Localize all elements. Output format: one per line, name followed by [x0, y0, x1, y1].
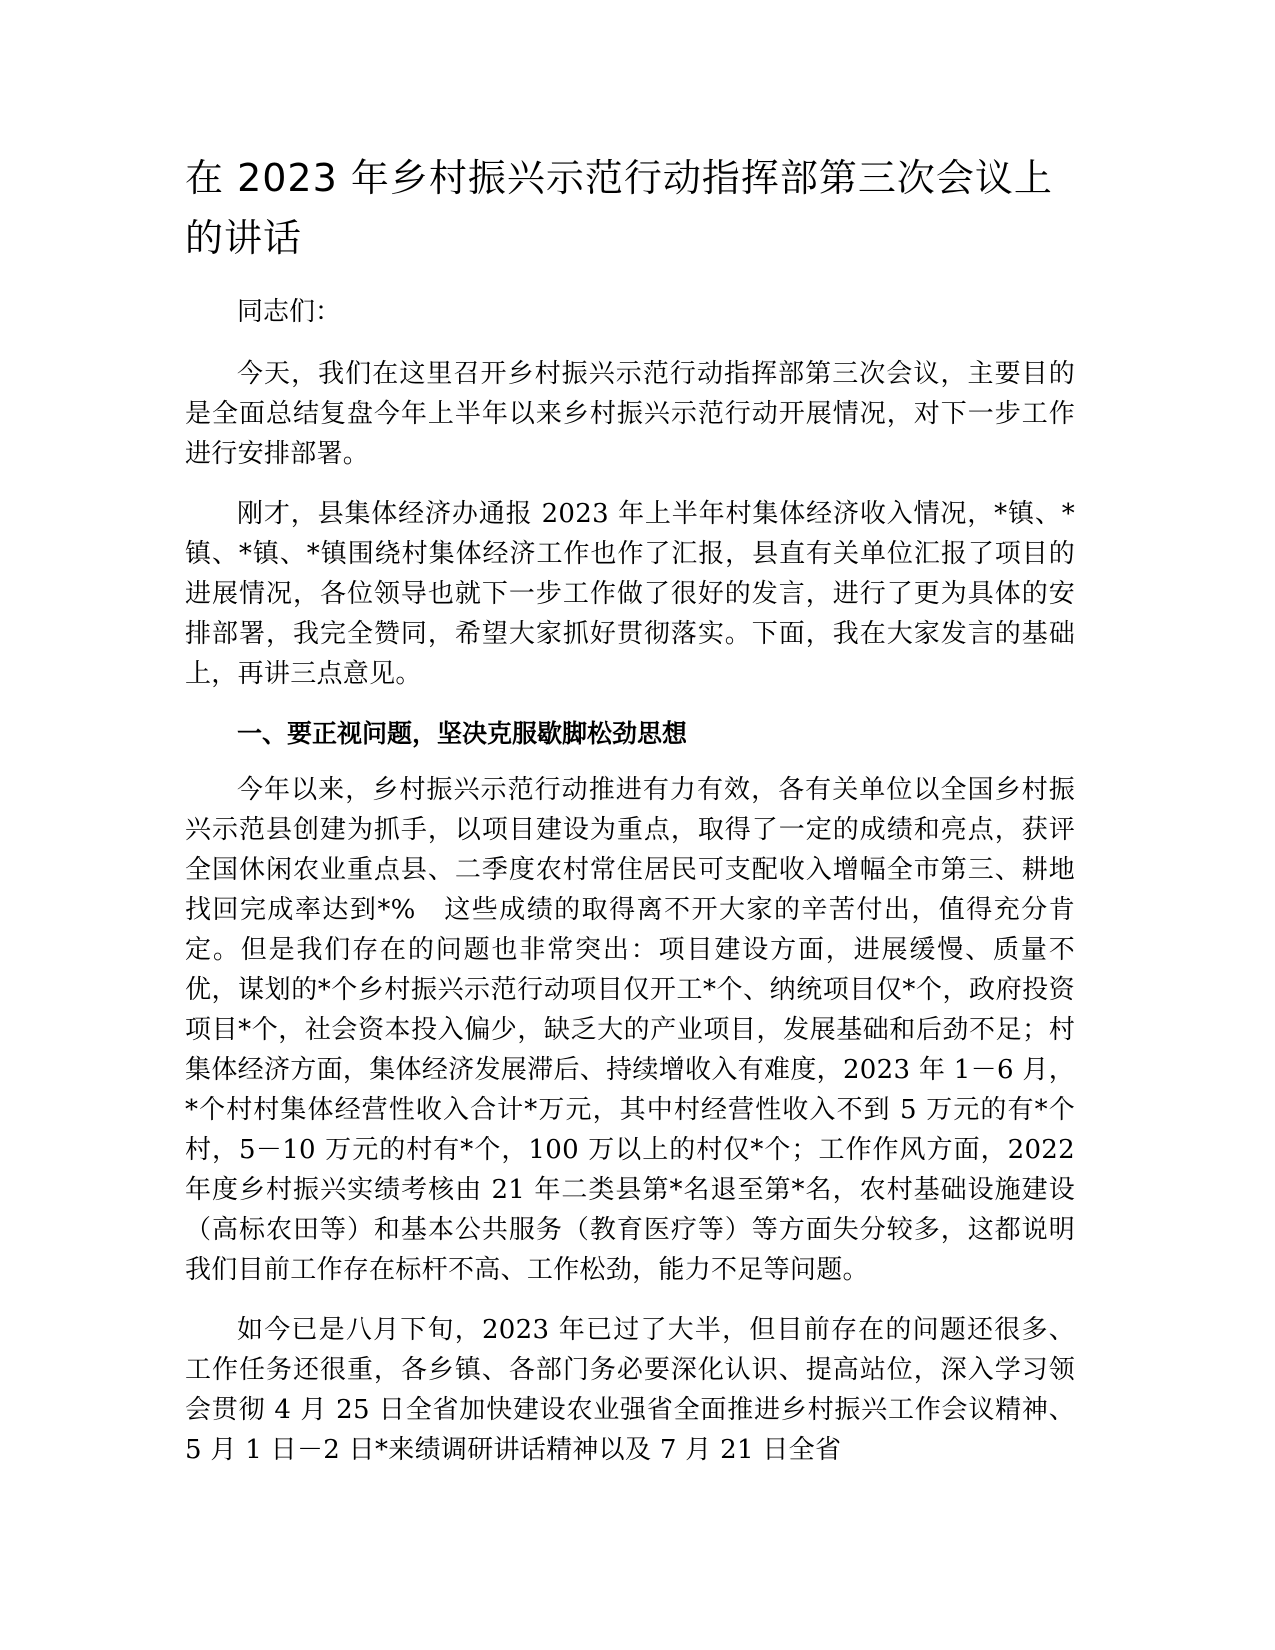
- problems-paragraph: 今年以来，乡村振兴示范行动推进有力有效，各有关单位以全国乡村振兴示范县创建为抓手，以项目建设为重点，取得了一定的成绩和亮点，获评全国休闲农业重点县、二季度农村常住居民可支配收入增幅全市第三、耕地找回完成率达到*% 这些成绩的取得离不开大家的辛苦付出，值得充分肯定。但是我们存在的问题也非常突出：项目建设方面，进展缓慢、质量不优，谋划的*个乡村振兴示范行动项目仅开工*个、纳统项目仅*个，政府投资项目*个，社会资本投入偏少，缺乏大的产业项目，发展基础和后劲不足；村集体经济方面，集体经济发展滞后、持续增收入有难度，2023 年 1－6 月，*个村村集体经营性收入合计*万元，其中村经营性收入不到 5 万元的有*个村，5－10 万元的村有*个，100 万以上的村仅*个；工作作风方面，2022 年度乡村振兴实绩考核由 21 年二类县第*名退至第*名，农村基础设施建设（高标农田等）和基本公共服务（教育医疗等）等方面失分较多，这都说明我们目前工作存在标杆不高、工作松劲，能力不足等问题。: [185, 775, 1075, 1285]
- document-page: [185, 148, 1075, 1490]
- section-heading: 一、要正视问题，坚决克服歇脚松劲思想: [237, 719, 688, 748]
- salutation: 同志们：: [237, 297, 342, 327]
- summary-paragraph: 刚才，县集体经济办通报 2023 年上半年村集体经济收入情况，*镇、*镇、*镇、*镇围绕村集体经济工作也作了汇报，县直有关单位汇报了项目的进展情况，各位领导也就下一步工作做了很好的发言，进行了更为具体的安排部署，我完全赞同，希望大家抓好贯彻落实。下面，我在大家发言的基础上，再讲三点意见。: [185, 499, 1075, 689]
- intro-paragraph: 今天，我们在这里召开乡村振兴示范行动指挥部第三次会议，主要目的是全面总结复盘今年上半年以来乡村振兴示范行动开展情况，对下一步工作进行安排部署。: [185, 359, 1075, 469]
- document-title: 在 2023 年乡村振兴示范行动指挥部第三次会议上的讲话: [185, 156, 1053, 260]
- outlook-paragraph: 如今已是八月下旬，2023 年已过了大半，但目前存在的问题还很多、工作任务还很重，各乡镇、各部门务必要深化认识、提高站位，深入学习领会贯彻 4 月 25 日全省加快建设农业强省全面推进乡村振兴工作会议精神、5 月 1 日－2 日*来绩调研讲话精神以及 7 月 21 日全省: [185, 1315, 1075, 1465]
